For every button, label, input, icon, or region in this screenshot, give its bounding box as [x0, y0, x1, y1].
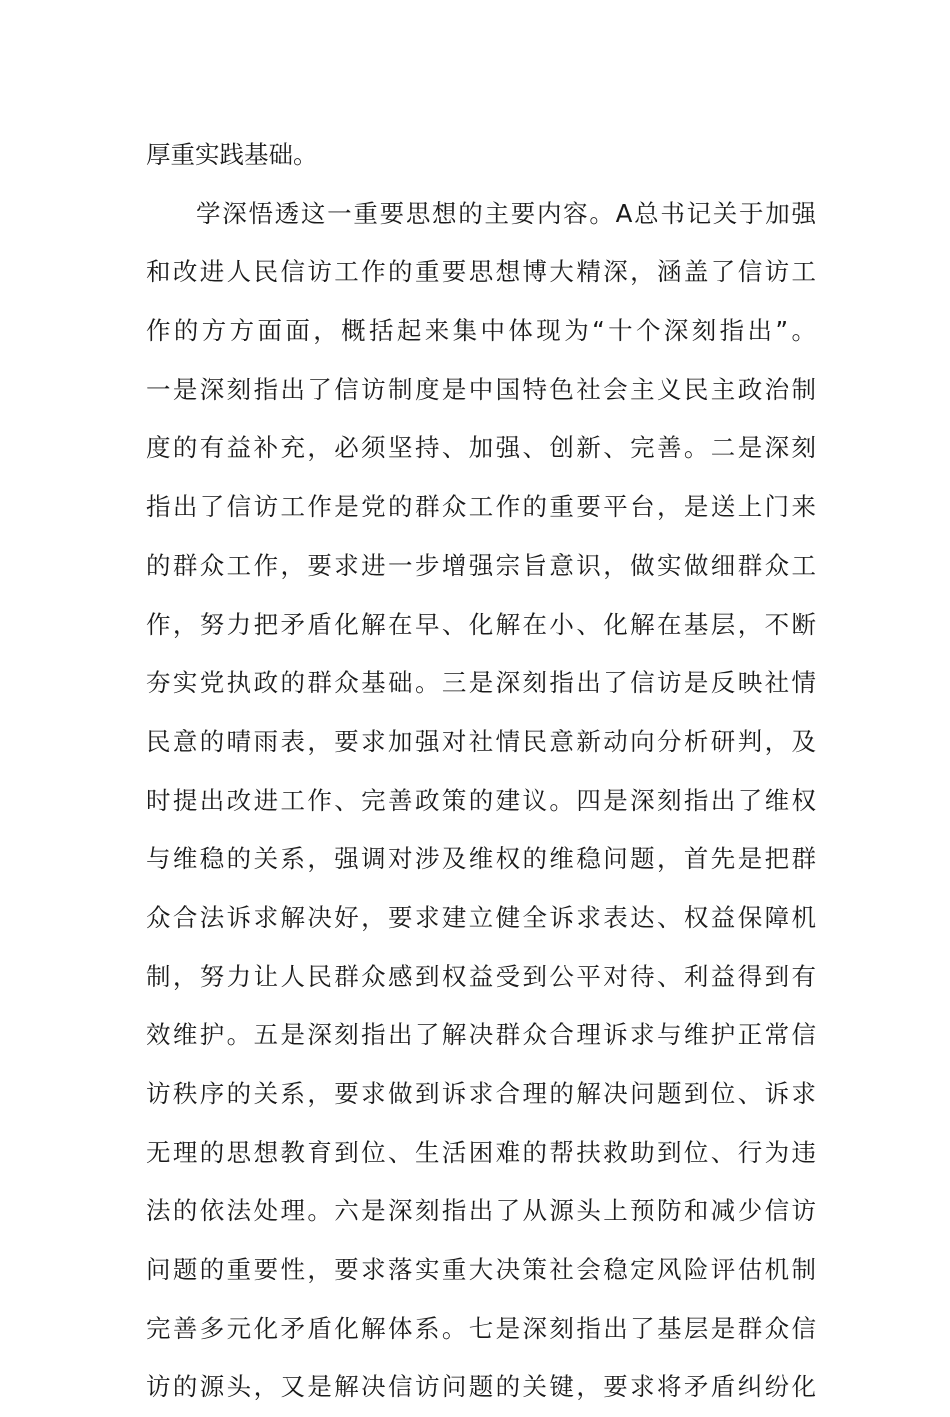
text-line: 作，努力把矛盾化解在早、化解在小、化解在基层，不断: [146, 609, 816, 639]
body-text: [146, 126, 816, 1417]
text-line: 与维稳的关系，强调对涉及维权的维稳问题，首先是把群: [146, 844, 816, 874]
text-line: 厚重实践基础。: [146, 140, 318, 169]
text-line: 夯实党执政的群众基础。三是深刻指出了信访是反映社情: [146, 668, 816, 698]
text-line: 学深悟透这一重要思想的主要内容。A总书记关于加强: [196, 198, 816, 228]
text-line: 访秩序的关系，要求做到诉求合理的解决问题到位、诉求: [146, 1079, 816, 1108]
text-line: 众合法诉求解决好，要求建立健全诉求表达、权益保障机: [146, 902, 816, 932]
text-line: 时提出改进工作、完善政策的建议。四是深刻指出了维权: [146, 785, 816, 815]
text-line: 制，努力让人民群众感到权益受到公平对待、利益得到有: [146, 961, 816, 991]
text-line: 法的依法处理。六是深刻指出了从源头上预防和减少信访: [146, 1196, 816, 1226]
text-line: 作的方方面面，概括起来集中体现为“十个深刻指出”。: [146, 316, 816, 346]
text-line: 效维护。五是深刻指出了解决群众合理诉求与维护正常信: [146, 1020, 816, 1050]
text-line: 一是深刻指出了信访制度是中国特色社会主义民主政治制: [146, 374, 816, 404]
text-line: 访的源头，又是解决信访问题的关键，要求将矛盾纠纷化: [146, 1372, 816, 1402]
text-line: 度的有益补充，必须坚持、加强、创新、完善。二是深刻: [146, 433, 816, 463]
text-line: 的群众工作，要求进一步增强宗旨意识，做实做细群众工: [146, 550, 816, 580]
text-line: 问题的重要性，要求落实重大决策社会稳定风险评估机制: [146, 1255, 816, 1285]
text-line: 指出了信访工作是党的群众工作的重要平台，是送上门来: [146, 492, 816, 522]
text-line: 完善多元化矛盾化解体系。七是深刻指出了基层是群众信: [146, 1313, 816, 1343]
text-line: 民意的晴雨表，要求加强对社情民意新动向分析研判，及: [146, 726, 816, 756]
text-line: 和改进人民信访工作的重要思想博大精深，涵盖了信访工: [146, 257, 816, 287]
text-line: 无理的思想教育到位、生活困难的帮扶救助到位、行为违: [146, 1137, 816, 1167]
